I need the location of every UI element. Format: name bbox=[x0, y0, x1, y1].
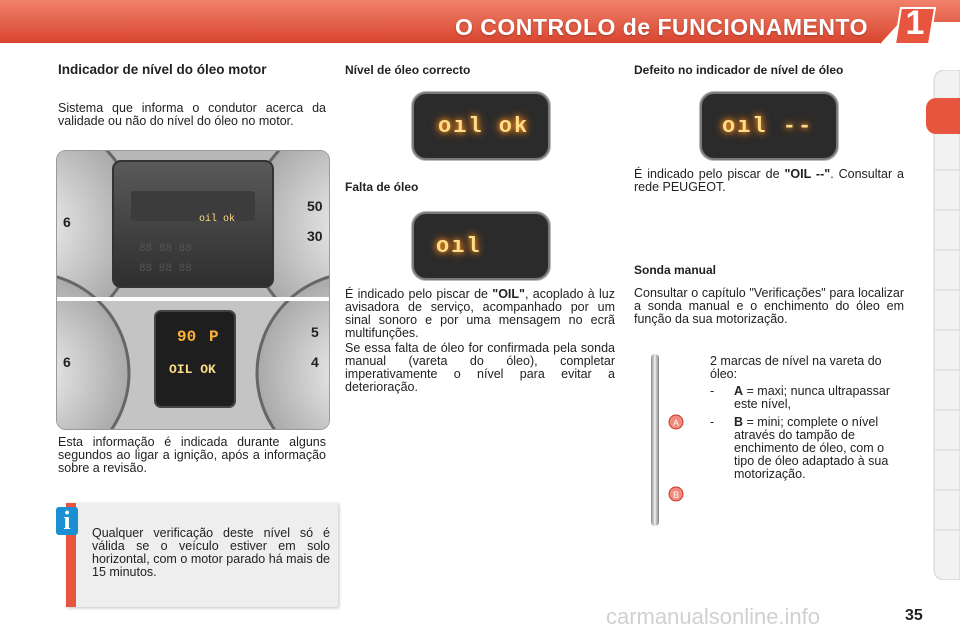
after-ignition-text: Esta informação é indicada durante alguns segundos ao ligar a ignição, após a informação sobre a revisão. bbox=[58, 435, 326, 475]
mark-a-badge bbox=[666, 412, 686, 432]
chapter-number: 1 bbox=[905, 4, 925, 42]
display-oil-ok-text: oıl ok bbox=[438, 114, 530, 139]
upper-oil-reading: oil ok bbox=[199, 214, 236, 225]
svg-text:5: 5 bbox=[311, 324, 319, 340]
mark-a-item bbox=[710, 385, 906, 411]
manual-dipstick-text: Consultar o capítulo "Verificações" para localizar a sonda manual e o enchimento do óleo em função da sua motorização. bbox=[634, 286, 904, 326]
fault-text-bold: "OIL --" bbox=[784, 167, 831, 181]
tabs-background bbox=[926, 70, 960, 580]
marks-intro-text: 2 marcas de nível na vareta do óleo: bbox=[710, 354, 882, 381]
heading-oil-low: Falta de óleo bbox=[345, 180, 419, 194]
oil-low-text-2: Se essa falta de óleo for confirmada pela sonda manual (vareta do óleo), completar imperativamente o nível para evitar a deterioração. bbox=[345, 341, 615, 394]
page-number: 35 bbox=[905, 607, 923, 624]
display-oil-fault-text: oıl -- bbox=[722, 114, 814, 139]
mark-b-text: = mini; complete o nível através do tampão de enchimento de óleo, com o tipo de óleo adaptado à sua motorização. bbox=[734, 415, 889, 481]
intro-text: Sistema que informa o condutor acerca da validade ou não do nível do óleo no motor. bbox=[58, 101, 326, 128]
heading-manual-dipstick: Sonda manual bbox=[634, 263, 717, 277]
info-box-text: Qualquer verificação deste nível só é válida se o veículo estiver em solo horizontal, com o motor parado há mais de 15 minutos. bbox=[92, 526, 330, 579]
lower-temp-reading: 90 bbox=[177, 328, 197, 346]
info-box bbox=[66, 503, 338, 607]
mark-a-letter: A bbox=[734, 384, 744, 398]
fault-text-a: É indicado pelo piscar de bbox=[634, 167, 785, 181]
mark-b-badge bbox=[666, 484, 686, 504]
cluster-illustration bbox=[57, 151, 329, 429]
oil-low-text-a: É indicado pelo piscar de bbox=[345, 287, 493, 301]
display-oil-low bbox=[412, 212, 550, 280]
instrument-cluster-photo bbox=[56, 150, 330, 430]
chapter-tabs bbox=[926, 70, 960, 580]
info-icon: i bbox=[56, 507, 78, 535]
mark-a-text: = maxi; nunca ultrapassar este nível, bbox=[734, 384, 890, 411]
svg-text:88 88 88: 88 88 88 bbox=[139, 263, 192, 275]
oil-low-text bbox=[345, 288, 615, 340]
mark-a-dash: - bbox=[710, 384, 715, 398]
tab-chapter-1[interactable] bbox=[926, 98, 960, 134]
fault-text bbox=[634, 168, 904, 194]
mark-b-dash: - bbox=[710, 415, 715, 429]
svg-text:6: 6 bbox=[63, 214, 71, 230]
display-oil-low-text: oıl bbox=[436, 234, 482, 259]
mark-b-item bbox=[710, 416, 906, 481]
svg-text:88 88 88: 88 88 88 bbox=[139, 243, 192, 255]
display-oil-ok bbox=[412, 92, 550, 160]
svg-text:50: 50 bbox=[307, 198, 323, 214]
page-header bbox=[0, 0, 960, 50]
oil-low-text-bold: "OIL" bbox=[492, 287, 525, 301]
fault-text-b: . Consultar a rede PEUGEOT. bbox=[634, 167, 904, 194]
section-heading: Indicador de nível do óleo motor bbox=[58, 62, 267, 77]
heading-indicator-fault: Defeito no indicador de nível de óleo bbox=[634, 63, 844, 77]
lower-oil-reading: OIL OK bbox=[169, 362, 216, 377]
heading-oil-ok: Nível de óleo correcto bbox=[345, 63, 471, 77]
dipstick-illustration bbox=[648, 354, 662, 526]
watermark: carmanualsonline.info bbox=[606, 604, 821, 629]
page-title: O CONTROLO de FUNCIONAMENTO bbox=[455, 14, 869, 40]
display-oil-fault bbox=[700, 92, 838, 160]
svg-text:6: 6 bbox=[63, 354, 71, 370]
svg-text:4: 4 bbox=[311, 354, 319, 370]
mark-b-letter: B bbox=[734, 415, 744, 429]
oil-low-text-b: , acoplado à luz avisadora de serviço, acompanhado por um sinal sonoro e por uma mensagem no ecrã multifunções. bbox=[345, 287, 616, 340]
mark-a-badge-label: A bbox=[672, 418, 680, 428]
mark-b-badge-label: B bbox=[672, 490, 680, 500]
lower-gear-reading: P bbox=[209, 328, 219, 346]
svg-text:30: 30 bbox=[307, 228, 323, 244]
